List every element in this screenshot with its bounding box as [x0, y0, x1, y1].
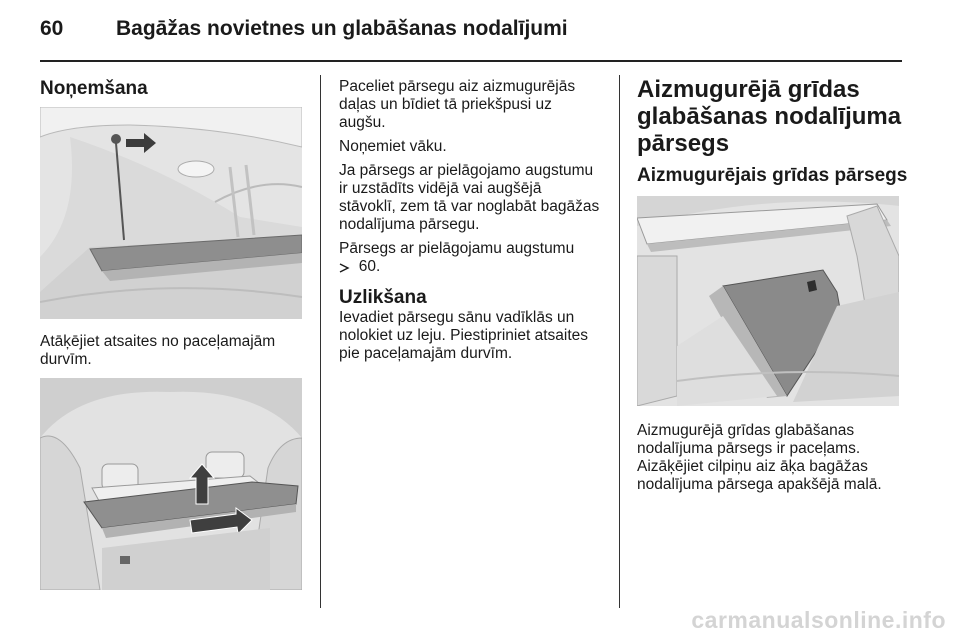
page-title: Bagāžas novietnes un glabāšanas nodalījumi — [116, 17, 568, 40]
page-reference-link[interactable] — [339, 258, 380, 276]
col2-p3-line1: Ja pārsegs ar pielāgojamo augstumu — [339, 162, 594, 179]
col2-p5-line1: Ievadiet pārsegu sānu vadīklās un — [339, 309, 575, 326]
column-divider-1 — [320, 75, 321, 608]
col3-p-line3: Aizāķējiet cilpiņu aiz āķa bagāžas — [637, 458, 868, 475]
page-reference-text: 60. — [339, 258, 381, 275]
page-number: 60 — [40, 17, 64, 40]
figure-cover-lift — [40, 378, 302, 590]
col2-p4-line1: Pārsegs ar pielāgojamu augstumu — [339, 240, 575, 257]
section-heading-removal: Noņemšana — [40, 78, 148, 99]
col3-p-line1: Aizmugurējā grīdas glabāšanas — [637, 422, 855, 439]
section-heading-floor-cover-line1: Aizmugurējā grīdas — [637, 76, 860, 103]
col2-p5-line3: pie paceļamajām durvīm. — [339, 345, 513, 362]
section-heading-installation: Uzlikšana — [339, 287, 427, 308]
col3-p-line4: nodalījuma pārsega apakšējā malā. — [637, 476, 882, 493]
header-rule — [40, 60, 902, 62]
watermark: carmanualsonline.info — [691, 607, 946, 633]
section-heading-floor-cover-line2: glabāšanas nodalījuma — [637, 103, 902, 130]
col2-p1-line2: daļas un bīdiet tā priekšpusi uz — [339, 96, 552, 113]
subheading-rear-floor-cover: Aizmugurējais grīdas pārsegs — [637, 165, 908, 186]
column-divider-2 — [619, 75, 620, 608]
page-reference-arrow-icon — [339, 262, 351, 274]
col2-p3-line4: nodalījuma pārsegu. — [339, 216, 480, 233]
figure-floor-cover — [637, 196, 899, 406]
col3-p-line2: nodalījuma pārsegs ir paceļams. — [637, 440, 861, 457]
figure-tether-unhook — [40, 107, 302, 319]
col2-p5-line2: nolokiet uz leju. Piestipriniet atsaites — [339, 327, 588, 344]
col2-p3-line2: ir uzstādīts vidējā vai augšējā — [339, 180, 542, 197]
col2-p2: Noņemiet vāku. — [339, 138, 447, 155]
col2-p1-line1: Paceliet pārsegu aiz aizmugurējās — [339, 78, 576, 95]
col2-p3-line3: stāvoklī, zem tā var noglabāt bagāžas — [339, 198, 600, 215]
caption-unhook-line1: Atāķējiet atsaites no paceļamajām — [40, 333, 276, 350]
section-heading-floor-cover-line3: pārsegs — [637, 130, 730, 157]
col2-p1-line3: augšu. — [339, 114, 386, 131]
caption-unhook-line2: durvīm. — [40, 351, 92, 368]
